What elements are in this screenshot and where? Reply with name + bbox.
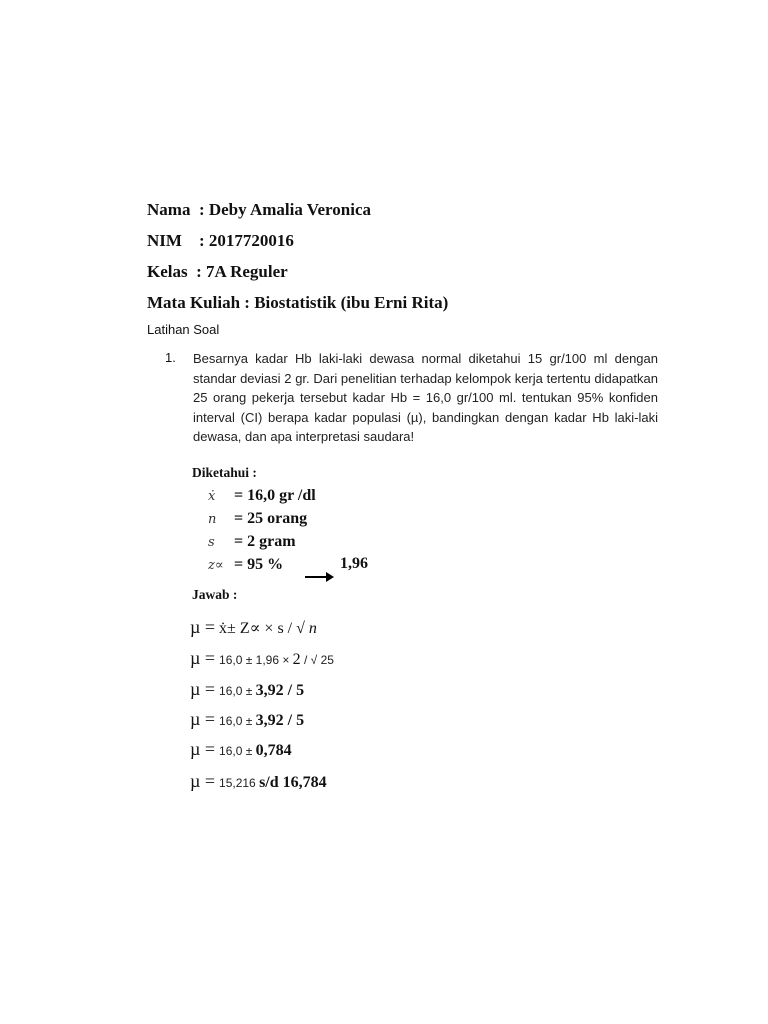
equation-expression: ẋ± Z∝ × s / √ bbox=[219, 620, 309, 637]
known-value: = 95 % bbox=[234, 556, 284, 573]
equation-step bbox=[190, 647, 334, 669]
student-name: Nama : Deby Amalia Veronica bbox=[147, 200, 371, 219]
z-value: 1,96 bbox=[340, 555, 368, 572]
known-symbol: ẋ bbox=[208, 489, 216, 504]
equation-expression-tail: / √ 25 bbox=[300, 653, 334, 667]
equation-expression: 16,0 ± bbox=[219, 744, 256, 758]
section-title: Latihan Soal bbox=[147, 322, 220, 337]
equation-expression-bold: 2 bbox=[292, 651, 301, 668]
equation-expression: 16,0 ± 1,96 × bbox=[219, 653, 293, 667]
equation-step bbox=[190, 708, 304, 730]
equation-expression: 15,216 bbox=[219, 776, 260, 790]
equation-expression-bold: 3,92 / 5 bbox=[255, 682, 305, 699]
mu-symbol: µ = bbox=[190, 617, 216, 637]
equation-step bbox=[190, 738, 292, 760]
known-value: = 16,0 gr /dl bbox=[234, 487, 316, 504]
equation-step bbox=[190, 770, 327, 792]
known-mean bbox=[208, 486, 316, 506]
mu-symbol: µ = bbox=[190, 648, 216, 668]
mu-symbol: µ = bbox=[190, 709, 216, 729]
equation-expression-bold: 3,92 / 5 bbox=[255, 712, 305, 729]
mu-symbol: µ = bbox=[190, 679, 216, 699]
equation-expression-n: n bbox=[308, 620, 317, 637]
equation-step bbox=[190, 678, 304, 700]
mu-symbol: µ = bbox=[190, 771, 216, 791]
known-sample-size bbox=[208, 509, 307, 529]
question-number: 1. bbox=[165, 350, 176, 365]
known-std-dev bbox=[208, 532, 296, 552]
course-name: Mata Kuliah : Biostatistik (ibu Erni Rita) bbox=[147, 293, 449, 312]
known-value: = 2 gram bbox=[234, 533, 296, 550]
equation-expression-bold: 0,784 bbox=[255, 742, 292, 759]
arrow-head-icon bbox=[326, 572, 334, 582]
mu-symbol: µ = bbox=[190, 739, 216, 759]
equation-expression: 16,0 ± bbox=[219, 684, 256, 698]
student-class: Kelas : 7A Reguler bbox=[147, 262, 288, 281]
question-text: Besarnya kadar Hb laki-laki dewasa normal diketahui 15 gr/100 ml dengan standar deviasi 2 gr. Dari penelitian terhadap kelompok kerja tertentu didapatkan 25 orang pekerja tersebut kadar Hb = 16,0 gr/100 ml. tentukan 95% konfiden interval (CI) berapa kadar populasi (µ), bandingkan dengan kadar Hb laki-laki dewasa, dan apa interpretasi saudara! bbox=[193, 351, 658, 444]
arrow-icon bbox=[305, 576, 328, 578]
known-value: = 25 orang bbox=[234, 510, 308, 527]
diketahui-heading: Diketahui : bbox=[192, 465, 257, 480]
known-confidence bbox=[208, 555, 283, 575]
equation-step bbox=[190, 616, 317, 638]
known-symbol: s bbox=[208, 535, 215, 550]
equation-expression-bold: s/d 16,784 bbox=[259, 774, 327, 791]
jawab-heading: Jawab : bbox=[192, 587, 238, 602]
known-symbol: n bbox=[208, 512, 217, 527]
equation-expression: 16,0 ± bbox=[219, 714, 256, 728]
known-symbol: z∝ bbox=[208, 558, 224, 573]
student-nim: NIM : 2017720016 bbox=[147, 231, 294, 250]
